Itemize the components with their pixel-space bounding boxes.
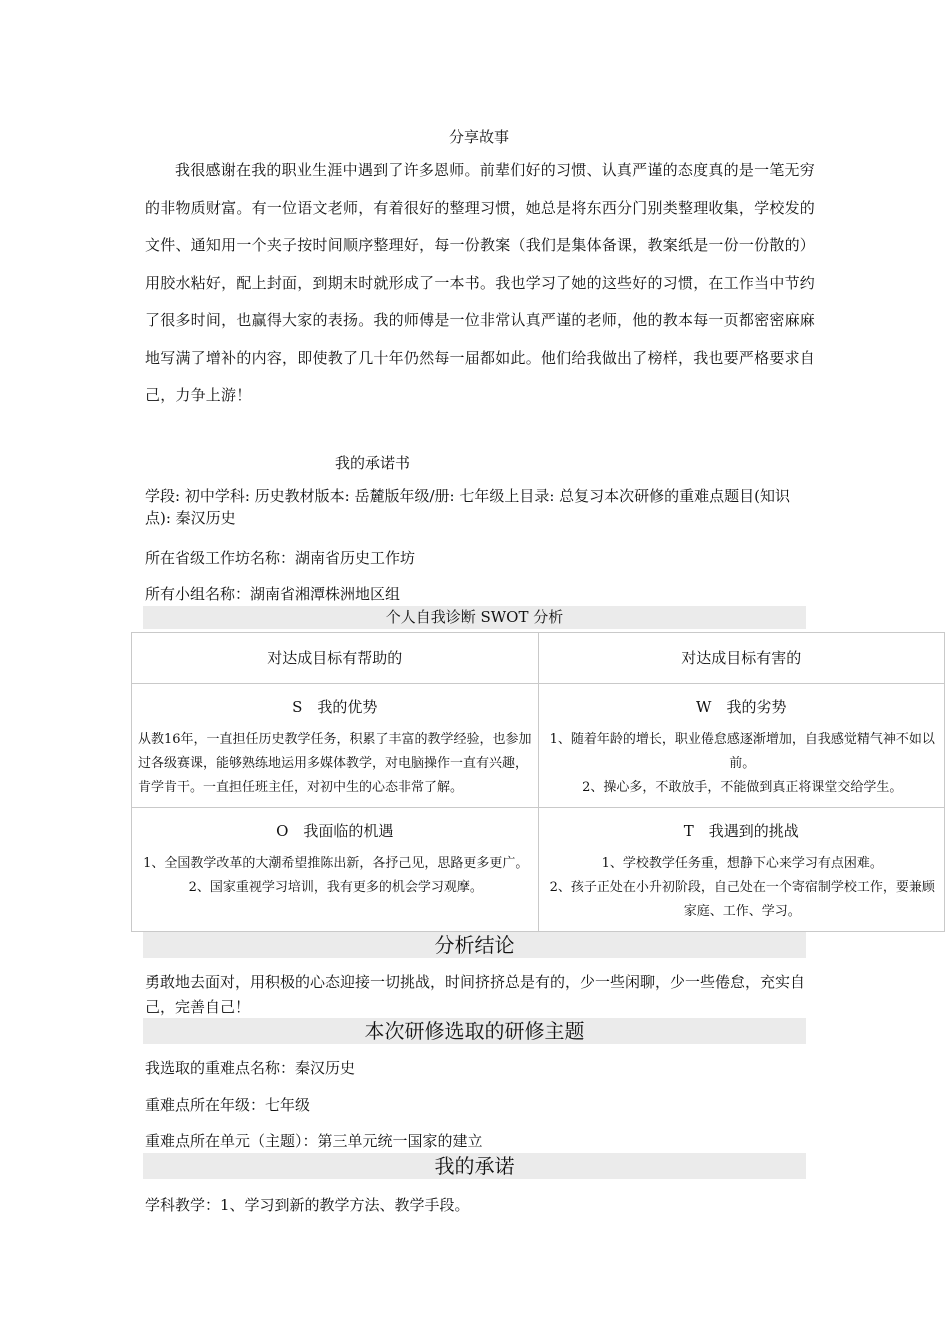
opportunity-item: 2、国家重视学习培训，我有更多的机会学习观摩。 xyxy=(188,880,483,895)
threats-title: T 我遇到的挑战 xyxy=(683,822,799,840)
theme-unit: 重难点所在单元（主题）：第三单元统一国家的建立 xyxy=(145,1132,483,1150)
swot-strengths xyxy=(132,684,539,808)
group-name: 所有小组名称：湖南省湘潭株洲地区组 xyxy=(145,585,401,603)
promise-line: 学科教学：1、学习到新的教学方法、教学手段。 xyxy=(145,1196,470,1214)
swot-col-helpful: 对达成目标有帮助的 xyxy=(132,633,539,684)
story-title: 分享故事 xyxy=(448,128,509,146)
conclusion-body: 勇敢地去面对，用积极的心态迎接一切挑战，时间挤挤总是有的，少一些闲聊，少一些倦怠，充实自己，完善自己！ xyxy=(145,973,806,1016)
opportunity-item: 1、全国教学改革的大潮希望推陈出新，各抒己见，思路更多更广。 xyxy=(143,856,529,871)
theme-name: 我选取的重难点名称：秦汉历史 xyxy=(145,1059,356,1077)
threat-item: 2、孩子正处在小升初阶段，自己处在一个寄宿制学校工作，要兼顾家庭、工作、学习。 xyxy=(549,880,935,919)
strengths-body: 从教16年，一直担任历史教学任务，积累了丰富的教学经验，也参加过各级赛课，能够熟练地运用多媒体教学，对电脑操作一直有兴趣，肯学肯干。一直担任班主任，对初中生的心态非常了解。 xyxy=(138,732,532,795)
theme-heading: 本次研修选取的研修主题 xyxy=(143,1018,806,1044)
weakness-item: 1、随着年龄的增长，职业倦怠感逐渐增加，自我感觉精气神不如以前。 xyxy=(549,732,935,771)
threat-item: 1、学校教学任务重，想静下心来学习有点困难。 xyxy=(601,856,883,871)
opportunities-title: O 我面临的机遇 xyxy=(276,822,394,840)
promise-heading: 我的承诺 xyxy=(143,1153,806,1179)
swot-col-harmful: 对达成目标有害的 xyxy=(538,633,945,684)
theme-grade: 重难点所在年级：七年级 xyxy=(145,1096,311,1114)
workshop-name: 所在省级工作坊名称：湖南省历史工作坊 xyxy=(145,549,416,567)
pledge-meta: 学段: 初中学科: 历史教材版本: 岳麓版年级/册: 七年级上目录: 总复习本次研修的重难点题目(知识点): 秦汉历史 xyxy=(145,487,791,527)
story-body: 我很感谢在我的职业生涯中遇到了许多恩师。前辈们好的习惯、认真严谨的态度真的是一笔无穷的非物质财富。有一位语文老师，有着很好的整理习惯，她总是将东西分门别类整理收集，学校发的文件、通知用一个夹子按时间顺序整理好，每一份教案（我们是集体备课，教案纸是一份一份散的）用胶水粘好，配上封面，到期末时就形成了一本书。我也学习了她的这些好的习惯，在工作当中节约了很多时间，也赢得大家的表扬。我的师傅是一位非常认真严谨的老师，他的教本每一页都密密麻麻地写满了增补的内容，即使教了几十年仍然每一届都如此。他们给我做出了榜样，我也要严格要求自己，力争上游！ xyxy=(145,161,815,404)
swot-threats xyxy=(538,808,945,932)
strengths-title: S 我的优势 xyxy=(292,698,378,716)
swot-opportunities xyxy=(132,808,539,932)
conclusion-heading: 分析结论 xyxy=(143,932,806,958)
weakness-item: 2、操心多，不敢放手，不能做到真正将课堂交给学生。 xyxy=(582,780,903,795)
swot-heading: 个人自我诊断 SWOT 分析 xyxy=(143,606,806,629)
swot-table xyxy=(131,632,945,932)
pledge-title: 我的承诺书 xyxy=(334,454,410,472)
swot-weaknesses xyxy=(538,684,945,808)
weaknesses-title: W 我的劣势 xyxy=(696,698,787,716)
